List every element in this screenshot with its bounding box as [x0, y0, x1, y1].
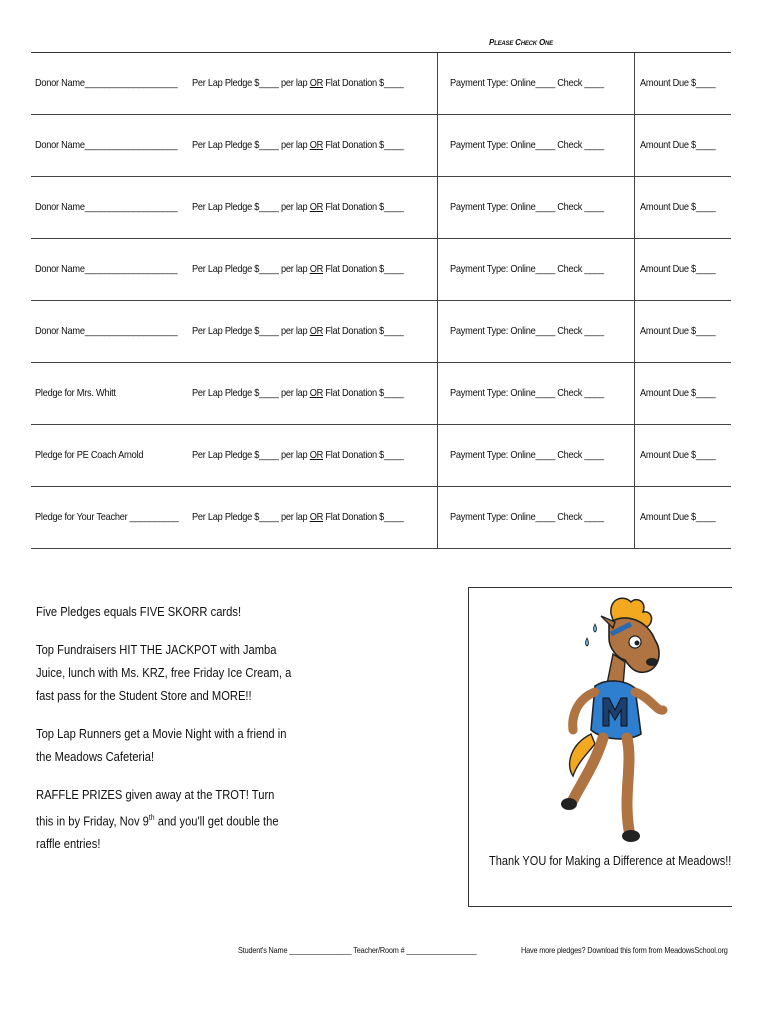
donor-name-field[interactable]: Pledge for Your Teacher __________: [35, 511, 179, 523]
payment-type-field[interactable]: Payment Type: Online____ Check ____: [450, 511, 604, 523]
amount-due-field[interactable]: Amount Due $____: [640, 449, 716, 461]
pledge-amount-field[interactable]: Per Lap Pledge $____ per lap OR Flat Donation $____: [192, 201, 404, 213]
donor-pledge-cell: [31, 115, 438, 176]
pledge-amount-field[interactable]: Per Lap Pledge $____ per lap OR Flat Donation $____: [192, 263, 404, 275]
donor-name-field[interactable]: Donor Name___________________: [35, 139, 178, 151]
pledge-table: [31, 52, 731, 550]
amount-due-field[interactable]: Amount Due $____: [640, 263, 716, 275]
payment-type-cell: [438, 177, 635, 238]
pledge-row: [31, 115, 731, 177]
pledge-amount-field[interactable]: Per Lap Pledge $____ per lap OR Flat Donation $____: [192, 325, 404, 337]
payment-type-field[interactable]: Payment Type: Online____ Check ____: [450, 139, 604, 151]
payment-type-field[interactable]: Payment Type: Online____ Check ____: [450, 325, 604, 337]
payment-type-field[interactable]: Payment Type: Online____ Check ____: [450, 263, 604, 275]
please-check-one-note: Please Check One: [489, 38, 553, 47]
donor-pledge-cell: [31, 487, 438, 548]
payment-type-cell: [438, 115, 635, 176]
horse-mascot-icon: [551, 594, 681, 856]
donor-pledge-cell: [31, 239, 438, 300]
five-pledges-text: Five Pledges equals FIVE SKORR cards!: [36, 604, 242, 619]
pledge-amount-field[interactable]: Per Lap Pledge $____ per lap OR Flat Donation $____: [192, 77, 404, 89]
payment-type-field[interactable]: Payment Type: Online____ Check ____: [450, 77, 604, 89]
download-form-note: Have more pledges? Download this form from MeadowsSchool.org: [521, 945, 728, 955]
donor-pledge-cell: [31, 177, 438, 238]
pledge-row: [31, 301, 731, 363]
incentives-text: [36, 600, 292, 870]
pledge-row: [31, 53, 731, 115]
donor-pledge-cell: [31, 425, 438, 486]
pledge-row: [31, 239, 731, 301]
pledge-row: [31, 363, 731, 425]
pledge-amount-field[interactable]: Per Lap Pledge $____ per lap OR Flat Donation $____: [192, 511, 404, 523]
amount-due-field[interactable]: Amount Due $____: [640, 139, 716, 151]
mascot-box: [468, 587, 732, 907]
pledge-amount-field[interactable]: Per Lap Pledge $____ per lap OR Flat Donation $____: [192, 139, 404, 151]
payment-type-cell: [438, 487, 635, 548]
thank-you-text: Thank YOU for Making a Difference at Meadows!!: [489, 854, 732, 868]
amount-due-field[interactable]: Amount Due $____: [640, 77, 716, 89]
donor-name-field[interactable]: Pledge for PE Coach Arnold: [35, 449, 144, 461]
payment-type-cell: [438, 301, 635, 362]
payment-type-field[interactable]: Payment Type: Online____ Check ____: [450, 201, 604, 213]
pledge-row: [31, 177, 731, 239]
donor-pledge-cell: [31, 53, 438, 114]
raffle-prizes-text: RAFFLE PRIZES given away at the TROT! Turn this in by Friday, Nov 9th and you'll get double the raffle entries!: [36, 787, 279, 852]
amount-due-field[interactable]: Amount Due $____: [640, 325, 716, 337]
pledge-amount-field[interactable]: Per Lap Pledge $____ per lap OR Flat Donation $____: [192, 387, 404, 399]
donor-name-field[interactable]: Donor Name___________________: [35, 325, 178, 337]
amount-due-field[interactable]: Amount Due $____: [640, 387, 716, 399]
donor-name-field[interactable]: Donor Name___________________: [35, 263, 178, 275]
payment-type-field[interactable]: Payment Type: Online____ Check ____: [450, 449, 604, 461]
donor-pledge-cell: [31, 301, 438, 362]
payment-type-cell: [438, 239, 635, 300]
pledge-amount-field[interactable]: Per Lap Pledge $____ per lap OR Flat Donation $____: [192, 449, 404, 461]
amount-due-field[interactable]: Amount Due $____: [640, 201, 716, 213]
payment-type-field[interactable]: Payment Type: Online____ Check ____: [450, 387, 604, 399]
pledge-row: [31, 487, 731, 549]
student-teacher-line: Student's Name ________________ Teacher/Room # __________________: [238, 945, 477, 955]
top-lap-runners-text: Top Lap Runners get a Movie Night with a friend in the Meadows Cafeteria!: [36, 726, 287, 764]
amount-due-field[interactable]: Amount Due $____: [640, 511, 716, 523]
payment-type-cell: [438, 425, 635, 486]
donor-name-field[interactable]: Donor Name___________________: [35, 201, 178, 213]
payment-type-cell: [438, 363, 635, 424]
top-fundraisers-text: Top Fundraisers HIT THE JACKPOT with Jamba Juice, lunch with Ms. KRZ, free Friday Ice Cream, a fast pass for the Student Store and MORE!!: [36, 642, 292, 703]
pledge-row: [31, 425, 731, 487]
payment-type-cell: [438, 53, 635, 114]
donor-name-field[interactable]: Donor Name___________________: [35, 77, 178, 89]
donor-pledge-cell: [31, 363, 438, 424]
donor-name-field[interactable]: Pledge for Mrs. Whitt: [35, 387, 116, 399]
